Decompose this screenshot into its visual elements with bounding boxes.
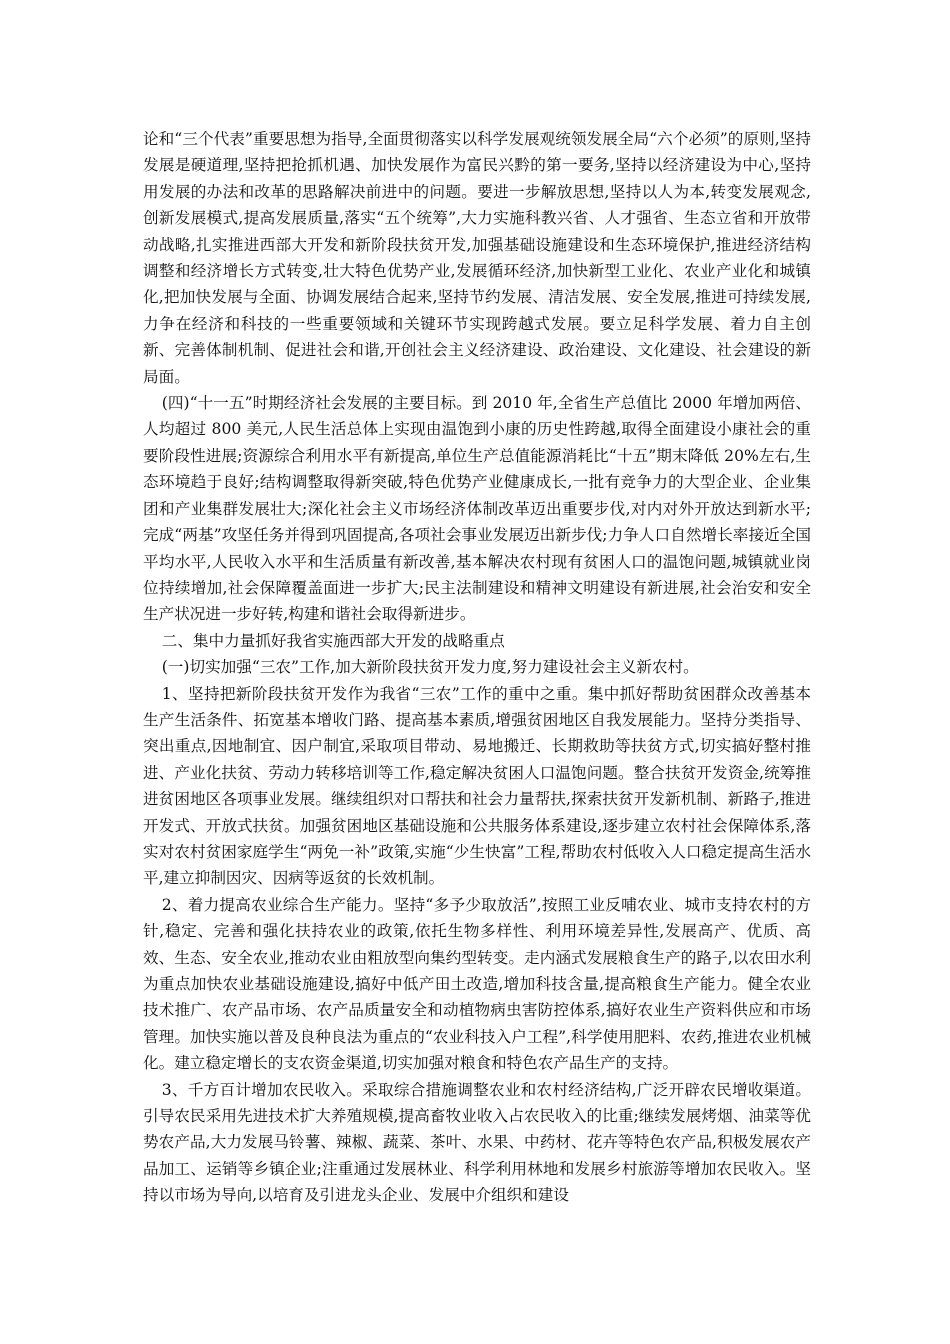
paragraph-agriculture-capacity: 2、着力提高农业综合生产能力。坚持“多予少取放活”,按照工业反哺农业、城市支持农村的方针,稳定、完善和强化扶持农业的政策,依托生物多样性、利用环境差异性,发展高产、优质、高效、生态、安全农业,推动农业由粗放型向集约型转变。走内涵式发展粮食生产的路子,以农田水利为重点加快农业基础设施建设,搞好中低产田土改造,增加科技含量,提高粮食生产能力。健全农业技术推广、农产品市场、农产品质量安全和动植物病虫害防控体系,搞好农业生产资料供应和市场管理。加快实施以普及良种良法为重点的“农业科技入户工程”,科学使用肥料、农药,推进农业机械化。建立稳定增长的支农资金渠道,切实加强对粮食和特色农产品生产的支持。	[143, 895, 811, 1073]
section-heading-2: 二、集中力量抓好我省实施西部大开发的战略重点	[161, 631, 505, 650]
paragraph-farmer-income: 3、千方百计增加农民收入。采取综合措施调整农业和农村经济结构,广泛开辟农民增收渠道。引导农民采用先进技术扩大养殖规模,提高畜牧业收入占农民收入的比重;继续发展烤烟、油菜等优势农产品,大力发展马铃薯、辣椒、蔬菜、茶叶、水果、中药材、花卉等特色农产品,积极发展农产品加工、运销等乡镇企业;注重通过发展林业、科学利用林地和发展乡村旅游等增加农民收入。坚持以市场为导向,以培育及引进龙头企业、发展中介组织和建设	[143, 1080, 811, 1205]
subsection-heading-1: (一)切实加强“三农”工作,加大新阶段扶贫开发力度,努力建设社会主义新农村。	[161, 658, 699, 677]
paragraph-guiding-ideology: 论和“三个代表”重要思想为指导,全面贯彻落实以科学发展观统领发展全局“六个必须”的原则,坚持发展是硬道理,坚持把抢抓机遇、加快发展作为富民兴黔的第一要务,坚持以经济建设为中心,坚持用发展的办法和改革的思路解决前进中的问题。要进一步解放思想,坚持以人为本,转变发展观念,创新发展模式,提高发展质量,落实“五个统筹”,大力实施科教兴省、人才强省、生态立省和开放带动战略,扎实推进西部大开发和新阶段扶贫开发,加强基础设施建设和生态环境保护,推进经济结构调整和经济增长方式转变,壮大特色优势产业,发展循环经济,加快新型工业化、农业产业化和城镇化,把加快发展与全面、协调发展结合起来,坚持节约发展、清洁发展、安全发展,推进可持续发展,力争在经济和科技的一些重要领域和关键环节实现跨越式发展。要立足科学发展、着力自主创新、完善体制机制、促进社会和谐,开创社会主义经济建设、政治建设、文化建设、社会建设的新局面。	[143, 130, 811, 386]
paragraph-poverty-alleviation: 1、坚持把新阶段扶贫开发作为我省“三农”工作的重中之重。集中抓好帮助贫困群众改善基本生产生活条件、拓宽基本增收门路、提高基本素质,增强贫困地区自我发展能力。坚持分类指导、突出重点,因地制宜、因户制宜,采取项目带动、易地搬迁、长期救助等扶贫方式,切实搞好整村推进、产业化扶贫、劳动力转移培训等工作,稳定解决贫困人口温饱问题。整合扶贫开发资金,统筹推进贫困地区各项事业发展。继续组织对口帮扶和社会力量帮扶,探索扶贫开发新机制、新路子,推进开发式、开放式扶贫。加强贫困地区基础设施和公共服务体系建设,逐步建立农村社会保障体系,落实对农村贫困家庭学生“两免一补”政策,实施“少生快富”工程,帮助农村低收入人口稳定提高生活水平,建立抑制因灾、因病等返贫的长效机制。	[143, 684, 811, 888]
paragraph-main-goals: (四)“十一五”时期经济社会发展的主要目标。到 2010 年,全省生产总值比 2000 年增加两倍、人均超过 800 美元,人民生活总体上实现由温饱到小康的历史性跨越,取得全面建设小康社会的重要阶段性进展;资源综合利用水平有新提高,单位生产总值能源消耗比“十五”期末降低 20%左右,生态环境趋于良好;结构调整取得新突破,特色优势产业健康成长,一批有竞争力的大型企业、企业集团和产业集群发展壮大;深化社会主义市场经济体制改革迈出重要步伐,对内对外开放达到新水平;完成“两基”攻坚任务并得到巩固提高,各项社会事业发展迈出新步伐;力争人口自然增长率接近全国平均水平,人民收入水平和生活质量有新改善,基本解决农村现有贫困人口的温饱问题,城镇就业岗位持续增加,社会保障覆盖面进一步扩大;民主法制建设和精神文明建设有新进展,社会治安和安全生产状况进一步好转,构建和谐社会取得新进步。	[143, 394, 811, 624]
document-body	[143, 126, 811, 1209]
